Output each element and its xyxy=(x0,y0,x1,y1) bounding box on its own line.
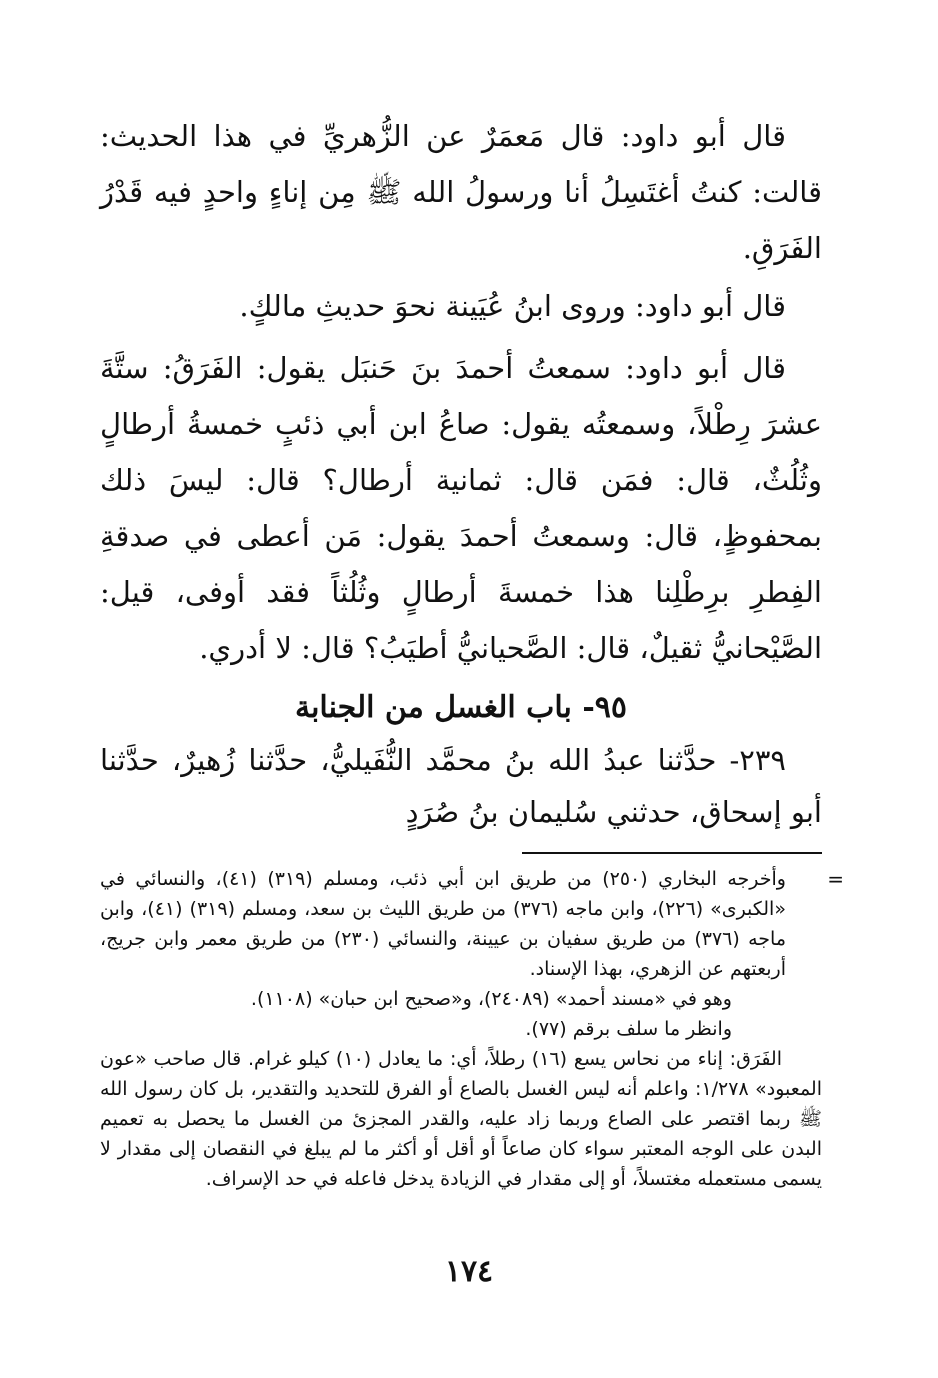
footnote-takhrij xyxy=(100,864,844,984)
footnote-divider xyxy=(522,852,822,854)
continuation-mark: = xyxy=(827,867,844,891)
footnote-takhrij-text: وأخرجه البخاري (٢٥٠) من طريق ابن أبي ذئب، ومسلم (٣١٩) (٤١)، والنسائي في «الكبرى» (٢٢٦)، وابن ماجه (٣٧٦) من طريق الليث بن سعد، ومسلم (٣١٩) (٤١)، وابن ماجه (٣٧٦) من طريق سفيان بن عيينة، والنسائي (٢٣٠) من طريق معمر وابن جريج، أربعتهم عن الزهري، بهذا الإسناد. xyxy=(100,868,786,980)
body-paragraph-3: قال أبو داود: سمعتُ أحمدَ بنَ حَنبَل يقول: الفَرَقُ: ستَّةَ عشرَ رِطْلاً، وسمعتُه يقول: صاعُ ابن أبي ذئبٍ خمسةُ أرطالٍ وثُلُثٌ، قال: فمَن قال: ثمانية أرطال؟ قال: ليسَ ذلك بمحفوظٍ، قال: وسمعتُ أحمدَ يقول: مَن أعطى في صدقةِ الفِطرِ برِطْلِنا هذا خمسةَ أرطالٍ وثُلُثاً فقد أوفى، قيل: الصَّيْحانيُّ ثقيلٌ، قال: الصَّحيانيُّ أطيَبُ؟ قال: لا أدري. xyxy=(100,351,822,665)
footnote-see-also: وانظر ما سلف برقم (٧٧). xyxy=(525,1018,732,1040)
page-number: ١٧٤ xyxy=(444,1254,494,1289)
footnote-musnad: وهو في «مسند أحمد» (٢٤٠٨٩)، و«صحيح ابن حبان» (١١٠٨). xyxy=(250,988,732,1010)
body-paragraph-1: قال أبو داود: قال مَعمَرٌ عن الزُّهريِّ في هذا الحديث: قالت: كنتُ أغتَسِلُ أنا ورسولُ الله ﷺ مِن إناءٍ واحدٍ فيه قَدْرُ الفَرَقِ. xyxy=(100,119,822,265)
hadith-text: ٢٣٩- حدَّثنا عبدُ الله بنُ محمَّد النُّفَيليُّ، حدَّثنا زُهيرٌ، حدَّثنا أبو إسحاق، حدثني سُليمان بنُ صُرَدٍ xyxy=(100,743,822,829)
footnote-faraq: الفَرَق: إناء من نحاس يسع (١٦) رطلاً، أي: ما يعادل (١٠) كيلو غرام. قال صاحب «عون المعبود» ١/٢٧٨: واعلم أنه ليس الغسل بالصاع أو الفرق للتحديد والتقدير، بل كان رسول الله ﷺ ربما اقتصر على الصاع وربما زاد عليه، والقدر المجزئ من الغسل ما يحصل به تعميم البدن على الوجه المعتبر سواء كان صاعاً أو أقل أو أكثر ما لم يبلغ في النقصان إلى مقدار لا يسمى مستعمله مغتسلاً، أو إلى مقدار في الزيادة يدخل فاعله في حد الإسراف. xyxy=(100,1048,822,1190)
chapter-heading: ٩٥- باب الغسل من الجنابة xyxy=(295,690,627,725)
page-content xyxy=(100,108,844,1194)
footnotes xyxy=(100,864,844,1194)
body-paragraph-2: قال أبو داود: وروى ابنُ عُيَينة نحوَ حديثِ مالكٍ. xyxy=(239,289,786,323)
